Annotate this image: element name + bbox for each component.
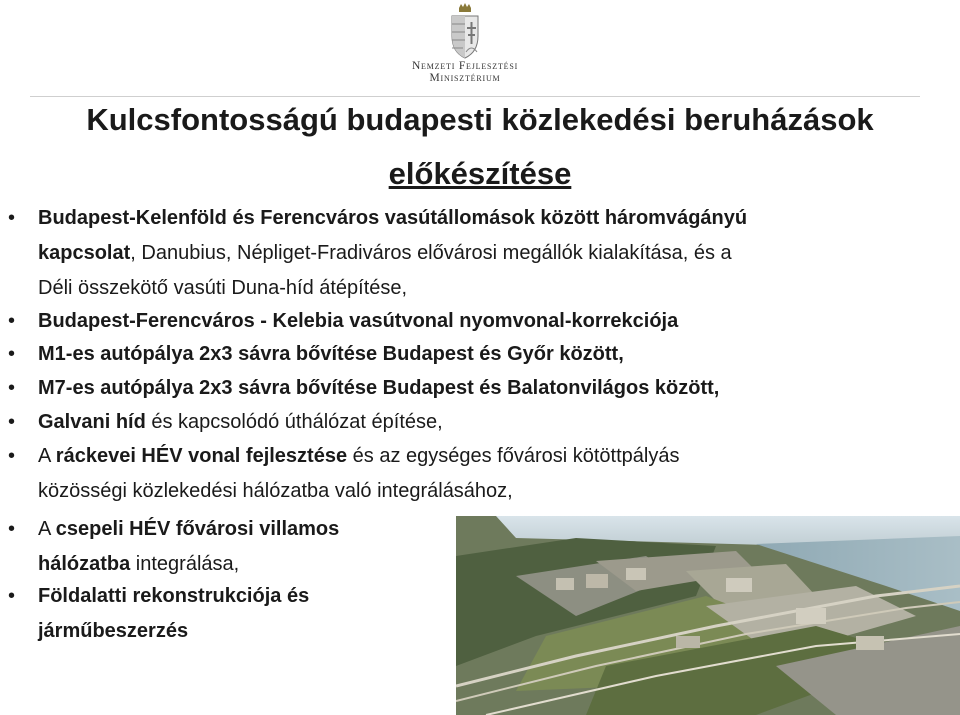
bullet-1-text: , Danubius, Népliget-Fradiváros elővárosi megállók kialakítása, és a	[130, 242, 732, 264]
bullet-item-6	[38, 439, 679, 509]
bullet-6-text: és az egységes fővárosi kötöttpályás	[347, 445, 680, 467]
bullet-1-bold-text: Budapest-Kelenföld és Ferencváros vasútállomások között háromvágányú	[38, 207, 748, 229]
bullet-1-text-3: Déli összekötő vasúti Duna-híd átépítése,	[38, 277, 408, 299]
bullet-7-bold-text-2: hálózatba	[38, 553, 131, 575]
bullet-item-4	[38, 371, 719, 406]
bullet-item-2	[38, 304, 678, 339]
bullet-6-text-2: közösségi közlekedési hálózatba való integrálásához,	[38, 480, 513, 502]
bullet-2-text: Budapest-Ferencváros - Kelebia vasútvonal nyomvonal-korrekciója	[38, 310, 679, 332]
bullet-item-1	[38, 201, 747, 306]
bullet-7-bold-text: csepeli HÉV fővárosi villamos	[55, 518, 340, 540]
bullet-5-text: és kapcsolódó úthálózat építése,	[145, 411, 443, 433]
bullet-item-7	[38, 512, 339, 582]
bullet-1-bold-text-2: kapcsolat	[38, 242, 131, 264]
bullet-item-3	[38, 337, 624, 372]
bullet-6-bold-text: ráckevei HÉV vonal fejlesztése	[55, 445, 348, 467]
aerial-rendering-image	[456, 516, 960, 715]
bullet-5-bold-text: Galvani híd	[38, 411, 146, 433]
bullet-8-bold-text-2: járműbeszerzés	[38, 620, 189, 642]
logo-line-1: Nemzeti Fejlesztési	[411, 60, 519, 72]
header-divider	[30, 96, 920, 97]
bullet-6-prefix: A	[38, 445, 56, 467]
bullet-3-text: M1-es autópálya 2x3 sávra bővítése Budapest és Győr között,	[38, 343, 624, 365]
coat-of-arms-icon	[448, 2, 482, 60]
bullet-7-text: integrálása,	[130, 553, 240, 575]
bullet-7-prefix: A	[38, 518, 56, 540]
ministry-logo	[400, 2, 530, 94]
slide-title-line-2: előkészítése	[388, 156, 572, 191]
bullet-item-5	[38, 405, 443, 440]
slide-title: Kulcsfontosságú budapesti közlekedési beruházások	[86, 102, 874, 137]
bullet-item-8	[38, 579, 309, 649]
bullet-8-bold-text: Földalatti rekonstrukciója és	[38, 585, 310, 607]
logo-line-2: Minisztérium	[429, 72, 501, 84]
bullet-4-text: M7-es autópálya 2x3 sávra bővítése Budapest és Balatonvilágos között,	[38, 377, 720, 399]
